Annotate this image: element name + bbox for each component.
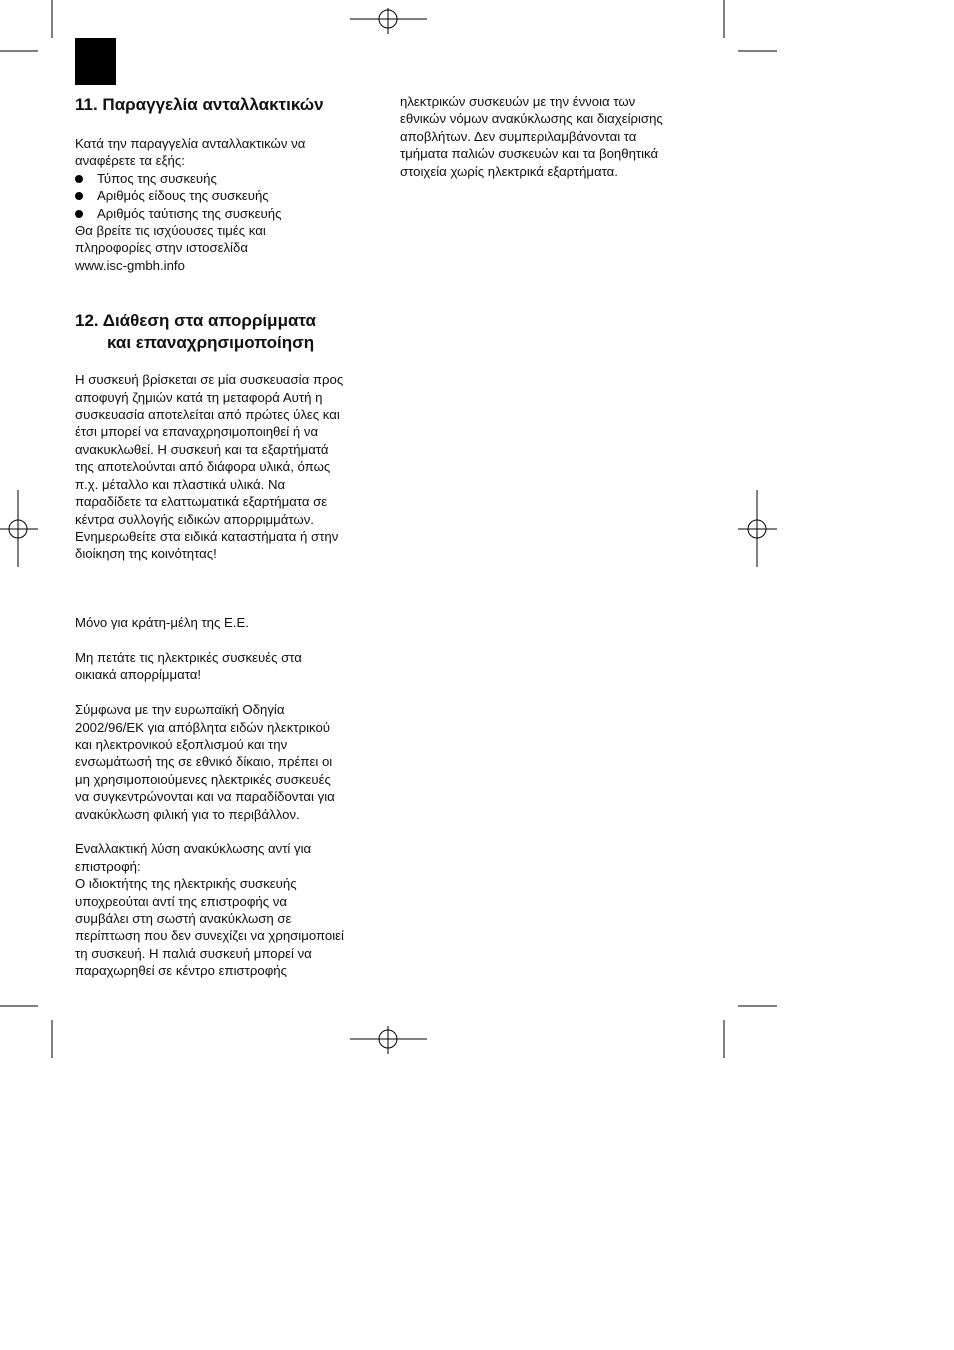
- text-line: στοιχεία χωρίς ηλεκτρικά εξαρτήματα.: [400, 163, 618, 179]
- text-line: περίπτωση που δεν συνεχίζει να χρησιμοποιεί: [75, 928, 344, 944]
- text-line: ανακυκλωθεί. Η συσκευή και τα εξαρτήματά: [75, 441, 329, 457]
- paragraph-continuation: [400, 93, 705, 180]
- section-11-heading: 11. Παραγγελία ανταλλακτικών: [75, 95, 324, 114]
- text-line: Ο ιδιοκτήτης της ηλεκτρικής συσκευής: [75, 876, 297, 892]
- parts-info-list: [75, 170, 380, 222]
- text-line: επιστροφή:: [75, 858, 141, 874]
- text-line: Θα βρείτε τις ισχύουσες τιμές και: [75, 223, 266, 239]
- text-line: Μη πετάτε τις ηλεκτρικές συσκευές στα: [75, 649, 302, 665]
- heading-line: και επαναχρησιμοποίηση: [107, 333, 315, 353]
- paragraph-packaging: [75, 371, 380, 562]
- text-line: αποφυγή ζημιών κατά τη μεταφορά Αυτή η: [75, 389, 323, 405]
- text-line: συσκευασία αποτελείται από πρώτες ύλες και: [75, 407, 340, 423]
- list-item-label: Αριθμός ταύτισης της συσκευής: [97, 205, 282, 221]
- list-item: [75, 205, 380, 222]
- text-line: και ηλεκτρονικού εξοπλισμού και την: [75, 736, 288, 752]
- list-item: [75, 170, 380, 187]
- bullet-icon: [75, 192, 83, 200]
- text-line: Ενημερωθείτε στα ειδικά καταστήματα ή στην: [75, 528, 339, 544]
- text-line: Μόνο για κράτη-μέλη της Ε.Ε.: [75, 615, 249, 631]
- text-line: αποβλήτων. Δεν συμπεριλαμβάνονται τα: [400, 128, 637, 144]
- text-line: παραδίδετε τα ελαττωματικά εξαρτήματα σε: [75, 494, 328, 510]
- paragraph-eu-only: [75, 614, 380, 631]
- text-line: έτσι μπορεί να επαναχρησιμοποιηθεί ή να: [75, 424, 319, 440]
- text-line: διοίκηση της κοινότητας!: [75, 546, 217, 562]
- text-line: οικιακά απορρίμματα!: [75, 667, 202, 683]
- text-line: συμβάλει στη σωστή ανακύκλωση σε: [75, 910, 292, 926]
- text-line: ηλεκτρικών συσκευών με την έννοια των: [400, 94, 636, 109]
- right-column: [400, 93, 705, 180]
- bullet-icon: [75, 175, 83, 183]
- text-line: της αποτελούνται από διάφορα υλικά, όπως: [75, 459, 331, 475]
- text-line: να συγκεντρώνονται και να παραδίδονται για: [75, 789, 335, 805]
- paragraph-household-waste: [75, 649, 380, 684]
- text-line: κέντρα συλλογής ειδικών απορριμμάτων.: [75, 511, 314, 527]
- bullet-icon: [75, 210, 83, 218]
- text-line: μη χρησιμοποιούμενες ηλεκτρικές συσκευές: [75, 771, 331, 787]
- website-url: www.isc-gmbh.info: [75, 257, 185, 273]
- text-line: 2002/96/ΕΚ για απόβλητα ειδών ηλεκτρικού: [75, 719, 331, 735]
- text-line: υποχρεούται αντί της επιστροφής να: [75, 893, 287, 909]
- heading-line: 12. Διάθεση στα απορρίμματα: [75, 311, 316, 331]
- text-line: αναφέρετε τα εξής:: [75, 153, 185, 169]
- text-line: Η συσκευή βρίσκεται σε μία συσκευασία προς: [75, 372, 344, 388]
- text-line: ανακύκλωση φιλική για το περιβάλλον.: [75, 806, 300, 822]
- text-line: ενσωμάτωσή της σε εθνικό δίκαιο, πρέπει οι: [75, 754, 333, 770]
- paragraph-directive: [75, 701, 380, 823]
- text-line: π.χ. μέταλλο και πλαστικά υλικά. Να: [75, 476, 286, 492]
- section-12-heading: [75, 310, 380, 354]
- section-11-intro: [75, 135, 380, 170]
- text-line: Σύμφωνα με την ευρωπαϊκή Οδηγία: [75, 702, 285, 718]
- text-line: τη συσκευή. Η παλιά συσκευή μπορεί να: [75, 945, 312, 961]
- text-line: Εναλλακτική λύση ανακύκλωσης αντί για: [75, 841, 312, 857]
- list-item-label: Τύπος της συσκευής: [97, 170, 217, 186]
- text-line: εθνικών νόμων ανακύκλωσης και διαχείρισης: [400, 111, 663, 127]
- paragraph-alternative-recycling: [75, 840, 380, 979]
- section-tab-marker: [75, 38, 116, 85]
- text-line: Κατά την παραγγελία ανταλλακτικών να: [75, 136, 306, 151]
- text-line: πληροφορίες στην ιστοσελίδα: [75, 240, 248, 256]
- left-column: [75, 93, 380, 980]
- text-line: παραχωρηθεί σε κέντρο επιστροφής: [75, 963, 287, 979]
- list-item-label: Αριθμός είδους της συσκευής: [97, 188, 269, 204]
- list-item: [75, 187, 380, 204]
- section-11-outro: [75, 222, 380, 274]
- text-line: τμήματα παλιών συσκευών και τα βοηθητικά: [400, 146, 659, 162]
